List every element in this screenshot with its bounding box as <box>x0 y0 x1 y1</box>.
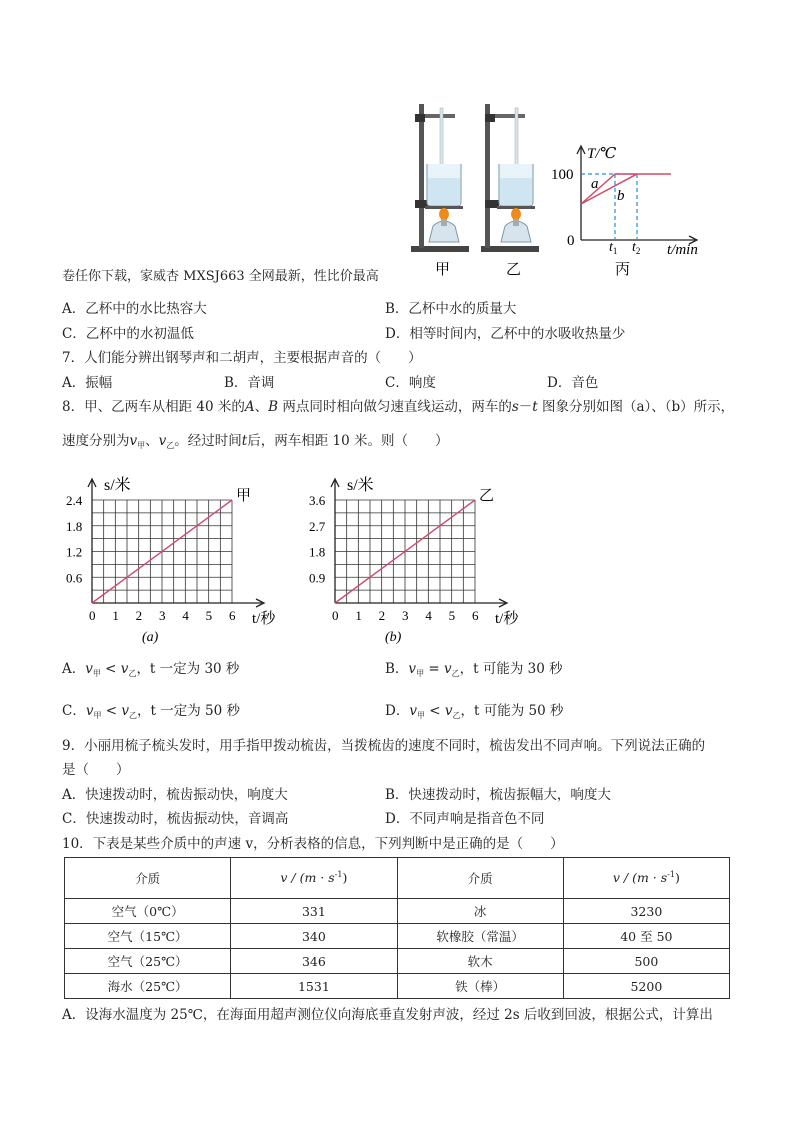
q8-stem-line2: 速度分别为$v_甲$、$v_乙$。经过时间t后，两车相距 10 米。则（ ） <box>62 433 449 450</box>
y-axis-label: s/米 <box>104 477 131 494</box>
x-tick-label: 0 <box>332 608 339 623</box>
q8-option-d: D．$v_甲 < v_乙$，t 可能为 50 秒 <box>385 703 564 720</box>
header-speed-2: $v / (m \cdot s^{-1})$ <box>563 858 729 899</box>
q10-option-a: A．设海水温度为 25℃，在海面用超声测位仪向海底垂直发射声波，经过 2s 后收到回波，根据公式，计算出 <box>62 1007 713 1023</box>
q8-option-c: C．$v_甲 < v_乙$，t 一定为 50 秒 <box>62 703 241 720</box>
table-cell: 软木 <box>397 949 563 974</box>
heating-apparatus-figure <box>405 98 735 280</box>
table-cell: 40 至 50 <box>563 924 729 949</box>
y-tick-label: 0.6 <box>66 570 83 586</box>
table-cell: 空气（0℃） <box>65 899 231 924</box>
chart-caption: (b) <box>385 630 402 644</box>
sound-speed-table <box>64 857 730 999</box>
table-cell: 海水（25℃） <box>65 974 231 999</box>
x-tick-label: 0 <box>89 608 96 623</box>
x-tick-label: 1 <box>355 608 362 623</box>
y-tick-label: 1.8 <box>66 518 83 534</box>
table-row <box>65 924 730 949</box>
q6-option-c: C．乙杯中的水初温低 <box>62 326 194 342</box>
table-cell: 空气（25℃） <box>65 949 231 974</box>
q6-option-a: A．乙杯中的水比热容大 <box>62 301 207 317</box>
header-medium-2: 介质 <box>397 858 563 899</box>
table-row <box>65 974 730 999</box>
y-tick-label: 3.6 <box>309 493 326 508</box>
y-tick-label: 2.4 <box>66 493 83 508</box>
q9-option-b: B．快速拨动时，梳齿振幅大，响度大 <box>385 787 611 803</box>
table-cell: 500 <box>563 949 729 974</box>
x-axis-label: t/秒 <box>495 611 519 627</box>
q10-stem: 10．下表是某些介质中的声速 v，分析表格的信息，下列判断中是正确的是（ ） <box>62 836 564 852</box>
header-medium-1: 介质 <box>65 858 231 899</box>
x-tick-label: 4 <box>182 608 189 623</box>
axis-y-label-T: T/℃ <box>587 146 617 162</box>
y-tick-label: 2.7 <box>309 518 326 534</box>
x-tick-label: 3 <box>402 608 409 623</box>
q8-option-b: B．$v_甲 = v_乙$，t 可能为 30 秒 <box>385 661 563 678</box>
x-tick-label: 5 <box>205 608 213 623</box>
table-cell: 5200 <box>563 974 729 999</box>
stand-jia <box>411 104 469 252</box>
table-cell: 1531 <box>231 974 397 999</box>
curve-a-label: a <box>591 176 599 192</box>
q7-stem: 7．人们能分辨出钢琴声和二胡声，主要根据声音的（ ） <box>62 350 422 366</box>
q9-stem-line2: 是（ ） <box>62 762 130 778</box>
table-cell: 软橡胶（常温） <box>397 924 563 949</box>
q7-option-c: C．响度 <box>385 375 436 391</box>
table-row <box>65 899 730 924</box>
curve-b-label: b <box>617 188 625 204</box>
q9-option-c: C．快速拨动时，梳齿振动快，音调高 <box>62 811 289 827</box>
x-tick-label: 4 <box>425 608 432 623</box>
stand-yi <box>481 104 539 252</box>
header-speed-1: $v / (m \cdot s^{-1})$ <box>231 858 397 899</box>
x-tick-label: 2 <box>378 608 386 623</box>
q8-option-a: A．$v_甲 < v_乙$，t 一定为 30 秒 <box>62 661 240 678</box>
y-tick-label: 1.2 <box>66 544 83 560</box>
label-yi: 乙 <box>506 262 522 278</box>
y-tick-label: 0.9 <box>309 570 326 586</box>
chart-caption: (a) <box>142 630 159 644</box>
q7-option-b: B．音调 <box>224 375 275 391</box>
q7-option-a: A．振幅 <box>62 375 113 391</box>
table-cell: 331 <box>231 899 397 924</box>
label-jia: 甲 <box>435 262 451 278</box>
table-cell: 空气（15℃） <box>65 924 231 949</box>
t2-label: $t_2$ <box>632 240 641 256</box>
q7-option-d: D．音色 <box>547 375 599 391</box>
series-label: 甲 <box>236 488 252 504</box>
q6-option-b: B．乙杯中水的质量大 <box>385 301 517 317</box>
y-tick-label: 1.8 <box>309 544 326 560</box>
x-axis-label: t/秒 <box>252 611 276 627</box>
series-label: 乙 <box>479 488 495 504</box>
axis-x-label-t: t/min <box>667 242 698 258</box>
x-tick-label: 2 <box>135 608 143 623</box>
label-bing: 丙 <box>615 262 631 278</box>
table-cell: 3230 <box>563 899 729 924</box>
tick-100: 100 <box>551 167 574 183</box>
x-tick-label: 3 <box>159 608 166 623</box>
table-cell: 346 <box>231 949 397 974</box>
q8-stem-line1: 8．甲、乙两车从相距 40 米的A、B 两点同时相向做匀速直线运动，两车的s－t 图象分别如图（a）、（b）所示， <box>62 399 735 415</box>
t1-label: $t_1$ <box>609 240 618 256</box>
tick-0: 0 <box>567 233 575 249</box>
x-tick-label: 6 <box>472 608 479 623</box>
x-tick-label: 1 <box>112 608 119 623</box>
table-header-row <box>65 858 730 899</box>
x-tick-label: 6 <box>229 608 236 623</box>
ad-line: 卷任你下载，家威杏 MXSJ663 全网最新，性比价最高 <box>62 269 379 284</box>
table-cell: 冰 <box>397 899 563 924</box>
q9-option-d: D．不同声响是指音色不同 <box>385 811 545 827</box>
x-tick-label: 5 <box>448 608 456 623</box>
q6-option-d: D．相等时间内，乙杯中的水吸收热量少 <box>385 326 626 342</box>
st-graph-a <box>62 468 302 644</box>
st-graph-b <box>305 468 545 644</box>
y-axis-label: s/米 <box>347 477 374 494</box>
q9-stem-line1: 9．小丽用梳子梳头发时，用手指甲拨动梳齿，当拨梳齿的速度不同时，梳齿发出不同声响。下列说法正确的 <box>62 738 706 754</box>
table-row <box>65 949 730 974</box>
q9-option-a: A．快速拨动时，梳齿振动快，响度大 <box>62 787 288 803</box>
table-cell: 铁（棒） <box>397 974 563 999</box>
temperature-time-graph <box>551 146 698 278</box>
table-cell: 340 <box>231 924 397 949</box>
